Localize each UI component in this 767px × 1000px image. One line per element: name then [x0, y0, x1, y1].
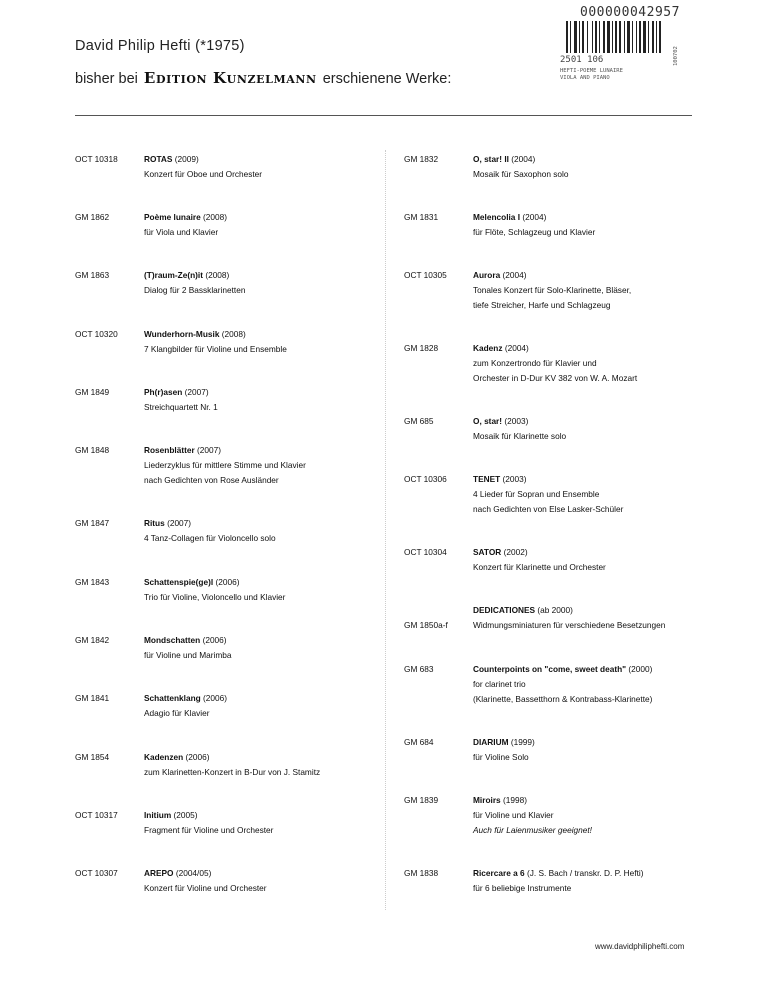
- work-description: nach Gedichten von Else Lasker-Schüler: [473, 504, 624, 514]
- work-title: Miroirs: [473, 795, 501, 805]
- work-description: für Violine Solo: [473, 752, 529, 762]
- work-heading: [473, 662, 703, 677]
- work-description: for clarinet trio: [473, 679, 526, 689]
- work-title: Aurora: [473, 270, 501, 280]
- work-title: AREPO: [144, 868, 174, 878]
- work-details: [144, 268, 374, 298]
- catalog-number: GM 1847: [75, 518, 110, 528]
- work-heading: [473, 268, 703, 283]
- barcode-bar: [582, 21, 584, 53]
- catalog-number: OCT 10305: [404, 270, 447, 280]
- barcode-icon: [566, 21, 686, 53]
- work-year: (2007): [184, 387, 209, 397]
- work-title: Ricercare a 6: [473, 868, 525, 878]
- works-subtitle: [75, 69, 451, 87]
- work-title: TENET: [473, 474, 501, 484]
- work-heading: [144, 152, 374, 167]
- catalog-number: GM 1862: [75, 212, 110, 222]
- work-details: [473, 472, 703, 517]
- publisher-logo: Edition Kunzelmann: [143, 69, 317, 87]
- catalog-number: GM 1849: [75, 387, 110, 397]
- work-description: (Klarinette, Bassetthorn & Kontrabass-Klarinette): [473, 694, 653, 704]
- barcode-bar: [636, 21, 637, 53]
- work-title: Rosenblätter: [144, 445, 195, 455]
- work-heading: [144, 866, 374, 881]
- work-note: Auch für Laienmusiker geeignet!: [473, 825, 592, 835]
- catalog-number: GM 1854: [75, 752, 110, 762]
- work-details: [144, 750, 374, 780]
- catalog-number: GM 1848: [75, 445, 110, 455]
- work-description: tiefe Streicher, Harfe und Schlagzeug: [473, 300, 611, 310]
- work-heading: [473, 793, 703, 808]
- work-description: 7 Klangbilder für Violine und Ensemble: [144, 344, 287, 354]
- catalog-number: OCT 10317: [75, 810, 118, 820]
- catalog-number: GM 1863: [75, 270, 110, 280]
- work-description: Tonales Konzert für Solo-Klarinette, Bläser,: [473, 285, 632, 295]
- work-title: Initium: [144, 810, 172, 820]
- catalog-number: GM 1841: [75, 693, 110, 703]
- work-year: (2008): [221, 329, 246, 339]
- work-description: 4 Tanz-Collagen für Violoncello solo: [144, 533, 276, 543]
- work-title: O, star!: [473, 416, 503, 426]
- barcode-bar: [574, 21, 577, 53]
- work-title: ROTAS: [144, 154, 173, 164]
- sticker-code: 2501 106: [560, 55, 604, 65]
- work-details: [473, 866, 703, 896]
- work-heading: [144, 443, 374, 458]
- work-year: (2006): [203, 693, 228, 703]
- work-title: Kadenzen: [144, 752, 184, 762]
- work-year: (2004): [522, 212, 547, 222]
- work-year: (2008): [205, 270, 230, 280]
- work-details: [473, 735, 703, 765]
- work-heading: [473, 735, 703, 750]
- work-details: [473, 152, 703, 182]
- work-details: [144, 152, 374, 182]
- catalog-number: GM 684: [404, 737, 434, 747]
- work-description: Orchester in D-Dur KV 382 von W. A. Mozart: [473, 373, 638, 383]
- work-year: (2006): [185, 752, 210, 762]
- work-heading: [473, 210, 703, 225]
- work-heading: [473, 152, 703, 167]
- work-year: (2002): [503, 547, 528, 557]
- work-description: nach Gedichten von Rose Ausländer: [144, 475, 279, 485]
- barcode-number: 000000042957: [580, 5, 680, 20]
- work-details: [144, 210, 374, 240]
- catalog-number: GM 1831: [404, 212, 439, 222]
- work-title: O, star! II: [473, 154, 509, 164]
- work-description: für Viola und Klavier: [144, 227, 219, 237]
- barcode-sticker: [560, 4, 710, 100]
- barcode-bar: [656, 21, 657, 53]
- catalog-number: GM 1850a-f: [404, 620, 448, 630]
- work-description: Mosaik für Saxophon solo: [473, 169, 569, 179]
- catalog-number: OCT 10304: [404, 547, 447, 557]
- work-title: Poème lunaire: [144, 212, 201, 222]
- work-heading: [144, 691, 374, 706]
- subtitle-suffix: erschienene Werke:: [322, 71, 452, 87]
- work-details: [144, 866, 374, 896]
- work-heading: [144, 516, 374, 531]
- catalog-number: GM 1843: [75, 577, 110, 587]
- catalog-number: OCT 10318: [75, 154, 118, 164]
- work-title: (T)raum-Ze(n)it: [144, 270, 203, 280]
- work-year: (2004): [504, 343, 529, 353]
- work-details: [144, 327, 374, 357]
- work-heading: [473, 545, 703, 560]
- work-description: Streichquartett Nr. 1: [144, 402, 218, 412]
- barcode-bar: [632, 21, 633, 53]
- work-title: Schattenspie(ge)l: [144, 577, 214, 587]
- work-details: [144, 691, 374, 721]
- work-title: Ph(r)asen: [144, 387, 183, 397]
- barcode-bar: [612, 21, 613, 53]
- catalog-number: GM 1828: [404, 343, 439, 353]
- work-heading: [144, 327, 374, 342]
- subtitle-prefix: bisher bei: [75, 71, 138, 87]
- work-year: (2004): [502, 270, 527, 280]
- work-description: für Violine und Klavier: [473, 810, 554, 820]
- work-description: Widmungsminiaturen für verschiedene Besetzungen: [473, 620, 666, 630]
- work-title: Schattenklang: [144, 693, 201, 703]
- work-details: [473, 414, 703, 444]
- work-description: Mosaik für Klarinette solo: [473, 431, 567, 441]
- sticker-side-code: 100702: [673, 46, 679, 66]
- work-year: (2003): [502, 474, 527, 484]
- work-heading: [473, 414, 703, 429]
- barcode-bar: [659, 21, 661, 53]
- website-link[interactable]: www.davidphiliphefti.com: [595, 942, 685, 951]
- work-year: (ab 2000): [537, 605, 573, 615]
- work-description: für Flöte, Schlagzeug und Klavier: [473, 227, 596, 237]
- header-divider: [75, 115, 692, 116]
- work-year: (2005): [173, 810, 198, 820]
- work-year: (2006): [215, 577, 240, 587]
- work-description: Dialog für 2 Bassklarinetten: [144, 285, 246, 295]
- work-description: Konzert für Oboe und Orchester: [144, 169, 263, 179]
- barcode-bar: [652, 21, 654, 53]
- barcode-bar: [566, 21, 568, 53]
- work-title: Counterpoints on "come, sweet death": [473, 664, 627, 674]
- catalog-number: OCT 10306: [404, 474, 447, 484]
- work-description: 4 Lieder für Sopran und Ensemble: [473, 489, 600, 499]
- work-details: [473, 545, 703, 575]
- catalog-number: GM 1832: [404, 154, 439, 164]
- work-title: SATOR: [473, 547, 502, 557]
- work-details: [144, 516, 374, 546]
- work-details: [144, 808, 374, 838]
- work-year: (2009): [174, 154, 199, 164]
- barcode-bar: [639, 21, 641, 53]
- barcode-bar: [587, 21, 588, 53]
- catalog-number: GM 1842: [75, 635, 110, 645]
- work-description: zum Konzertrondo für Klavier und: [473, 358, 597, 368]
- work-year: (2008): [203, 212, 228, 222]
- work-title: Wunderhorn-Musik: [144, 329, 220, 339]
- work-year: (2004): [511, 154, 536, 164]
- work-heading: [473, 866, 703, 881]
- work-description: Konzert für Klarinette und Orchester: [473, 562, 606, 572]
- work-year: (2006): [202, 635, 227, 645]
- work-year: (J. S. Bach / transkr. D. P. Hefti): [526, 868, 644, 878]
- work-title: Kadenz: [473, 343, 503, 353]
- catalog-number: OCT 10320: [75, 329, 118, 339]
- barcode-bar: [595, 21, 597, 53]
- work-details: [144, 443, 374, 488]
- barcode-bar: [603, 21, 605, 53]
- barcode-bar: [592, 21, 593, 53]
- work-heading: [144, 385, 374, 400]
- work-heading: [473, 472, 703, 487]
- catalog-number: GM 1839: [404, 795, 439, 805]
- work-details: [144, 575, 374, 605]
- work-details: [473, 268, 703, 313]
- work-year: (1999): [510, 737, 535, 747]
- barcode-bar: [570, 21, 571, 53]
- work-details: [144, 633, 374, 663]
- catalog-number: GM 683: [404, 664, 434, 674]
- sticker-instrumentation: VIOLA AND PIANO: [560, 75, 610, 81]
- work-heading: [144, 268, 374, 283]
- work-details: [144, 385, 374, 415]
- work-year: (1998): [502, 795, 527, 805]
- work-description: Liederzyklus für mittlere Stimme und Klavier: [144, 460, 306, 470]
- barcode-bar: [615, 21, 617, 53]
- work-heading: [144, 633, 374, 648]
- work-title: DEDICATIONES: [473, 605, 536, 615]
- work-details: [473, 793, 703, 838]
- work-year: (2007): [167, 518, 192, 528]
- column-divider: [385, 150, 386, 910]
- barcode-bar: [607, 21, 610, 53]
- work-title: Ritus: [144, 518, 165, 528]
- composer-heading: David Philip Hefti (*1975): [75, 38, 245, 54]
- work-details: [473, 210, 703, 240]
- work-heading: [144, 808, 374, 823]
- work-heading: [144, 210, 374, 225]
- work-title: Mondschatten: [144, 635, 201, 645]
- work-description: zum Klarinetten-Konzert in B-Dur von J. Stamitz: [144, 767, 321, 777]
- work-heading: [144, 575, 374, 590]
- work-year: (2003): [504, 416, 529, 426]
- barcode-bar: [599, 21, 600, 53]
- catalog-number: GM 1838: [404, 868, 439, 878]
- barcode-bar: [619, 21, 621, 53]
- work-title: DIARIUM: [473, 737, 509, 747]
- barcode-bar: [579, 21, 580, 53]
- barcode-bar: [624, 21, 625, 53]
- work-details: [473, 603, 703, 633]
- work-description: Adagio für Klavier: [144, 708, 210, 718]
- work-description: Fragment für Violine und Orchester: [144, 825, 274, 835]
- work-description: für Violine und Marimba: [144, 650, 232, 660]
- work-details: [473, 662, 703, 707]
- catalog-number: GM 685: [404, 416, 434, 426]
- sticker-title: HEFTI-POEME LUNAIRE: [560, 68, 623, 74]
- work-title: Melencolia I: [473, 212, 521, 222]
- work-heading: [473, 603, 703, 618]
- work-description: Konzert für Violine und Orchester: [144, 883, 267, 893]
- barcode-bar: [643, 21, 646, 53]
- work-year: (2000): [628, 664, 653, 674]
- work-details: [473, 341, 703, 386]
- barcode-bar: [648, 21, 649, 53]
- catalog-number: OCT 10307: [75, 868, 118, 878]
- barcode-bar: [627, 21, 630, 53]
- work-year: (2007): [197, 445, 222, 455]
- work-heading: [473, 341, 703, 356]
- work-year: (2004/05): [175, 868, 212, 878]
- work-description: Trio für Violine, Violoncello und Klavier: [144, 592, 286, 602]
- work-heading: [144, 750, 374, 765]
- work-description: für 6 beliebige Instrumente: [473, 883, 572, 893]
